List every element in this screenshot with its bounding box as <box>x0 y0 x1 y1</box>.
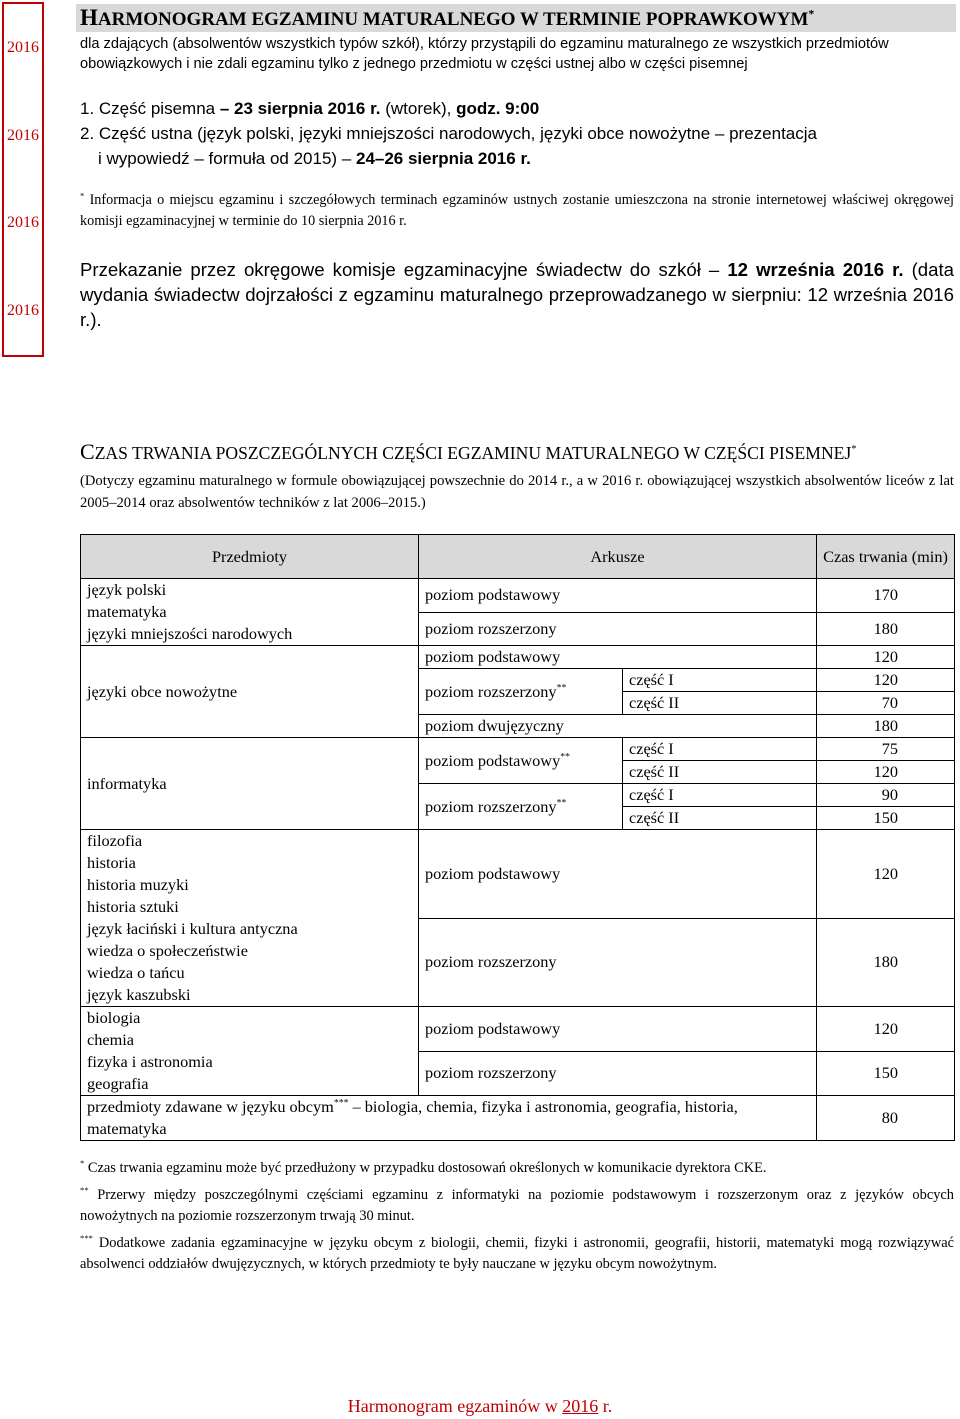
subject-cell: informatyka <box>81 738 419 830</box>
duration-table <box>80 534 955 1141</box>
footnotes <box>80 1158 954 1281</box>
table-row: poziom dwujęzyczny 180 <box>81 715 955 738</box>
table-row: poziom rozszerzony 180 <box>81 918 955 1007</box>
foreign-language-subjects-cell: przedmioty zdawane w języku obcym*** – biologia, chemia, fizyka i astronomia, geografia, historia, matematyka <box>81 1096 817 1141</box>
table-row: przedmioty zdawane w języku obcym*** – biologia, chemia, fizyka i astronomia, geografia, historia, matematyka 80 <box>81 1096 955 1141</box>
table-row: biologia chemia fizyka i astronomia geografia poziom podstawowy 120 <box>81 1007 955 1052</box>
table-row: filozofia historia historia muzyki historia sztuki język łaciński i kultura antyczna wiedza o społeczeństwie wiedza o tańcu język kaszubski poziom podstawowy 120 <box>81 830 955 919</box>
subject-cell: języki obce nowożytne <box>81 646 419 738</box>
sidebar-year: 2016 <box>7 126 39 144</box>
header-duration: Czas trwania (min) <box>817 535 955 579</box>
table-row: poziom rozszerzony 150 <box>81 1051 955 1096</box>
table-row: poziom rozszerzony 180 <box>81 612 955 646</box>
table-row: język polski matematyka języki mniejszości narodowych poziom podstawowy 170 <box>81 579 955 613</box>
sidebar-year: 2016 <box>7 214 39 232</box>
info-note: * Informacja o miejscu egzaminu i szczegółowych terminach egzaminów ustnych zostanie umieszczona na stronie internetowej właściwej okręgowej komisji egzaminacyjnej w terminie do 10 sierpnia 2016 r. <box>80 190 954 229</box>
header-subjects: Przedmioty <box>81 535 419 579</box>
schedule-item-written: 1. Część pisemna – 23 sierpnia 2016 r. (wtorek), godz. 9:00 <box>80 99 540 118</box>
footnote-2: ** Przerwy między poszczególnymi częściami egzaminu z informatyki na poziomie podstawowym i rozszerzonym oraz z języków obcych nowożytnych na poziomie rozszerzonym trwają 30 minut. <box>80 1185 954 1224</box>
page-footer: Harmonogram egzaminów w 2016 r. <box>347 1396 613 1416</box>
subject-cell: filozofia historia historia muzyki historia sztuki język łaciński i kultura antyczna wiedza o społeczeństwie wiedza o tańcu język kaszubski <box>81 830 419 1007</box>
footnote-1: * Czas trwania egzaminu może być przedłużony w przypadku dostosowań określonych w komunikacie dyrektora CKE. <box>80 1158 767 1176</box>
footnote-3: *** Dodatkowe zadania egzaminacyjne w języku obcym z biologii, chemii, fizyki i astronomii, geografii, historii, matematyki mogą rozwiązywać absolwenci oddziałów dwujęzycznych, w których przedmioty te były nauczane w języku obcym nowożytnym. <box>80 1233 954 1272</box>
table-row: część II 120 <box>81 761 955 784</box>
table-row: część II 70 <box>81 692 955 715</box>
section-duration-title: CZAS TRWANIA POSZCZEGÓLNYCH CZĘŚCI EGZAMINU MATURALNEGO W CZĘŚCI PISEMNEJ* <box>80 439 857 464</box>
table-row: informatyka poziom podstawowy** część I 75 <box>81 738 955 761</box>
schedule-item-oral: 2. Część ustna (język polski, języki mniejszości narodowych, języki obce nowożytne – prezentacja i wypowiedź – formuła od 2015) – 24–26 sierpnia 2016 r. <box>80 124 817 168</box>
table-row: poziom rozszerzony** część I 120 <box>81 669 955 692</box>
table-row: języki obce nowożytne poziom podstawowy 120 <box>81 646 955 669</box>
section-duration-subtitle: (Dotyczy egzaminu maturalnego w formule obowiązującej powszechnie do 2014 r., a w 2016 r. obowiązującej wszystkich absolwentów liceów z lat 2005–2014 oraz absolwentów techników z lat 2006–2015.) <box>80 473 954 511</box>
sidebar-year: 2016 <box>7 38 39 56</box>
intro-text: dla zdających (absolwentów wszystkich typów szkół), którzy przystąpili do egzaminu maturalnego ze wszystkich przedmiotów obowiązkowych i nie zdali egzaminu tylko z jednego przedmiotu w części ustnej albo w części pisemnej <box>80 36 889 72</box>
table-row: poziom rozszerzony** część I 90 <box>81 784 955 807</box>
table-row: część II 150 <box>81 807 955 830</box>
sidebar-year: 2016 <box>7 302 39 320</box>
page-title: HARMONOGRAM EGZAMINU MATURALNEGO W TERMINIE POPRAWKOWYM* <box>76 4 956 32</box>
subject-cell: język polski matematyka języki mniejszości narodowych <box>81 579 419 646</box>
header-sheets: Arkusze <box>419 535 817 579</box>
table-header-row <box>81 535 955 579</box>
schedule-list <box>80 96 956 171</box>
year-sidebar <box>2 2 44 357</box>
certificate-transfer-text: Przekazanie przez okręgowe komisje egzaminacyjne świadectw do szkół – 12 września 2016 r. (data wydania świadectw dojrzałości z egzaminu maturalnego przeprowadzanego w sierpniu: 12 września 2016 r.). <box>80 259 954 330</box>
subject-cell: biologia chemia fizyka i astronomia geografia <box>81 1007 419 1096</box>
